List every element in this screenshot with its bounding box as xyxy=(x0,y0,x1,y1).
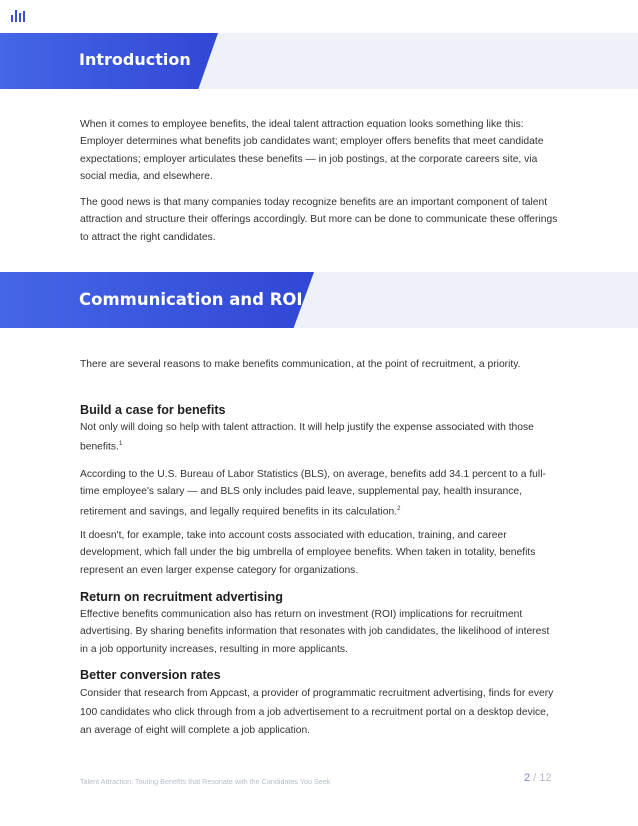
communication-lead-paragraph: There are several reasons to make benefits communication, at the point of recruitment, a priority. xyxy=(80,359,521,370)
subheading-build-case: Build a case for benefits xyxy=(80,403,226,417)
conversion-paragraph: Consider that research from Appcast, a provider of programmatic recruitment advertising, finds for every 100 candidates who click through from a job advertisement to a recruitment portal on a desktop device, an average of eight will complete a job application. xyxy=(80,688,554,736)
footer-document-title: Talent Attraction: Touting Benefits that Resonate with the Candidates You Seek xyxy=(80,777,331,786)
subheading-return-on-advertising: Return on recruitment advertising xyxy=(80,590,283,604)
footnote-ref: 2 xyxy=(397,505,401,512)
logo-icon xyxy=(11,10,25,22)
intro-paragraph-2: The good news is that many companies today recognize benefits are an important component of talent attraction and structure their offerings accordingly. But more can be done to communicate these offerings to attract the right candidates. xyxy=(80,197,558,243)
page-separator: / xyxy=(530,772,540,784)
section-header-introduction xyxy=(0,33,638,89)
intro-paragraph-1: When it comes to employee benefits, the ideal talent attraction equation looks something like this: Employer determines what benefits job candidates want; employer offers benefits that meet candidate expectations; employer articulates these benefits — in job postings, at the corporate careers site, via social media, and elsewhere. xyxy=(80,119,544,182)
page-total: 12 xyxy=(539,772,552,784)
return-paragraph: Effective benefits communication also has return on investment (ROI) implications for recruitment advertising. By sharing benefits information that resonates with job candidates, the likelihood of interest in a job opportunity increases, resulting in more applicants. xyxy=(80,609,550,655)
subheading-conversion-rates: Better conversion rates xyxy=(80,668,221,682)
paragraph-text: Not only will doing so help with talent attraction. It will help justify the expense associated with those benefits. xyxy=(80,422,534,453)
build-case-paragraph-3: It doesn't, for example, take into account costs associated with education, training, and career development, which fall under the big umbrella of employee benefits. When taken in totality, benefits represent an even larger expense category for organizations. xyxy=(80,530,536,576)
paragraph-text: According to the U.S. Bureau of Labor Statistics (BLS), on average, benefits add 34.1 percent to a full-time employee's salary — and BLS only includes paid leave, supplemental pay, health insurance, retirement and savings, and legally required benefits in its calculation. xyxy=(80,469,546,518)
page-current: 2 xyxy=(524,772,531,784)
section-title: Introduction xyxy=(79,50,191,69)
footnote-ref: 1 xyxy=(118,441,123,448)
build-case-paragraph-2 xyxy=(80,466,560,520)
section-title: Communication and ROI xyxy=(79,290,303,309)
build-case-paragraph-1 xyxy=(80,419,560,456)
section-header-communication xyxy=(0,272,638,328)
page-indicator xyxy=(524,772,552,784)
